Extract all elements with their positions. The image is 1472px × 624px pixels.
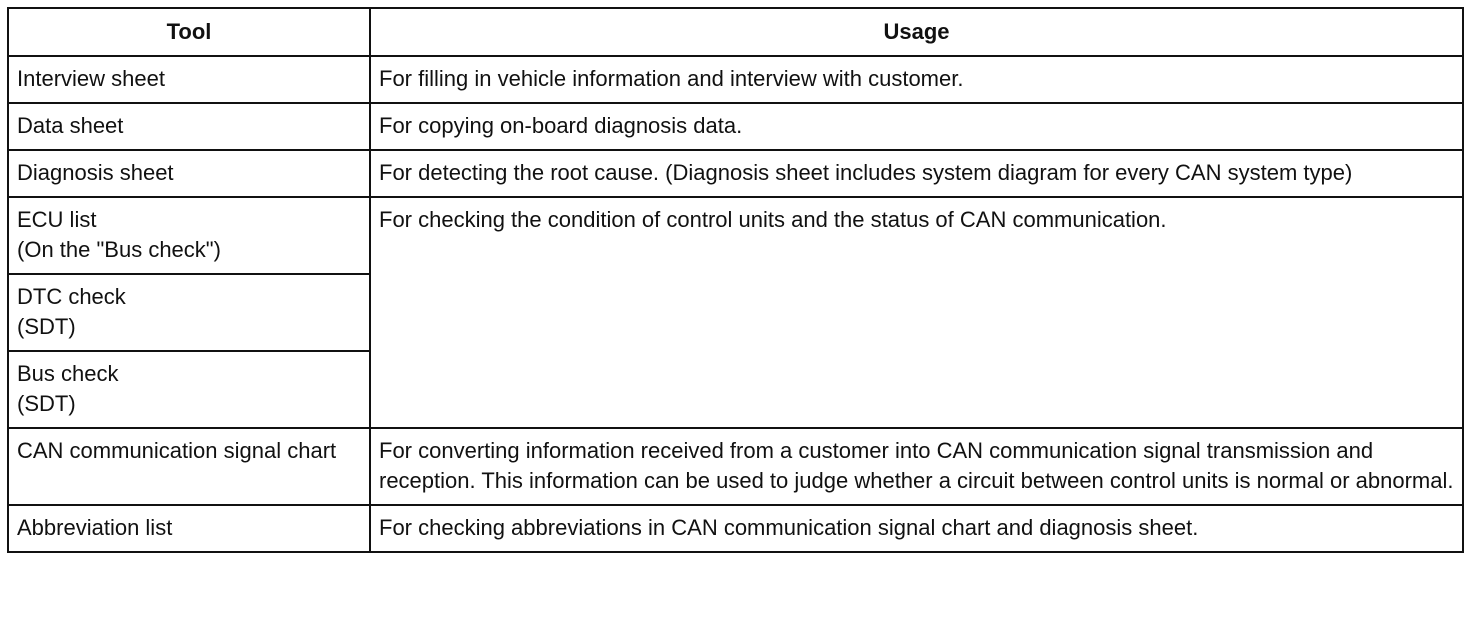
usage-cell: For checking abbreviations in CAN communication signal chart and diagnosis sheet.: [370, 505, 1463, 552]
tool-cell: [8, 103, 370, 150]
tool-cell: [8, 274, 370, 351]
usage-cell: For filling in vehicle information and interview with customer.: [370, 56, 1463, 103]
column-header-usage: Usage: [370, 8, 1463, 56]
tool-note: (SDT): [17, 314, 76, 339]
tool-name: Interview sheet: [17, 66, 165, 91]
tool-cell: [8, 351, 370, 428]
column-header-tool: Tool: [8, 8, 370, 56]
tool-name: Data sheet: [17, 113, 124, 138]
table-row: [8, 56, 1463, 103]
tool-name: DTC check: [17, 284, 126, 309]
tool-cell: [8, 56, 370, 103]
tool-usage-table: [7, 7, 1464, 553]
tool-cell: [8, 150, 370, 197]
tool-cell: [8, 505, 370, 552]
table-row: [8, 103, 1463, 150]
tool-note: (SDT): [17, 391, 76, 416]
usage-cell: For detecting the root cause. (Diagnosis sheet includes system diagram for every CAN system type): [370, 150, 1463, 197]
tool-cell: [8, 428, 370, 505]
tool-cell: [8, 197, 370, 274]
tool-name: CAN communication signal chart: [17, 438, 337, 463]
table-row: [8, 428, 1463, 505]
tool-note: (On the "Bus check"): [17, 237, 221, 262]
tool-name: ECU list: [17, 207, 97, 232]
table-header-row: [8, 8, 1463, 56]
table-row: [8, 505, 1463, 552]
usage-cell: For converting information received from a customer into CAN communication signal transmission and reception. This information can be used to judge whether a circuit between control units is normal or abnormal.: [370, 428, 1463, 505]
table-row: [8, 197, 1463, 274]
tool-name: Bus check: [17, 361, 119, 386]
usage-cell: For checking the condition of control units and the status of CAN communication.: [370, 197, 1463, 428]
tool-name: Abbreviation list: [17, 515, 173, 540]
table-row: [8, 150, 1463, 197]
tool-name: Diagnosis sheet: [17, 160, 174, 185]
usage-cell: For copying on-board diagnosis data.: [370, 103, 1463, 150]
